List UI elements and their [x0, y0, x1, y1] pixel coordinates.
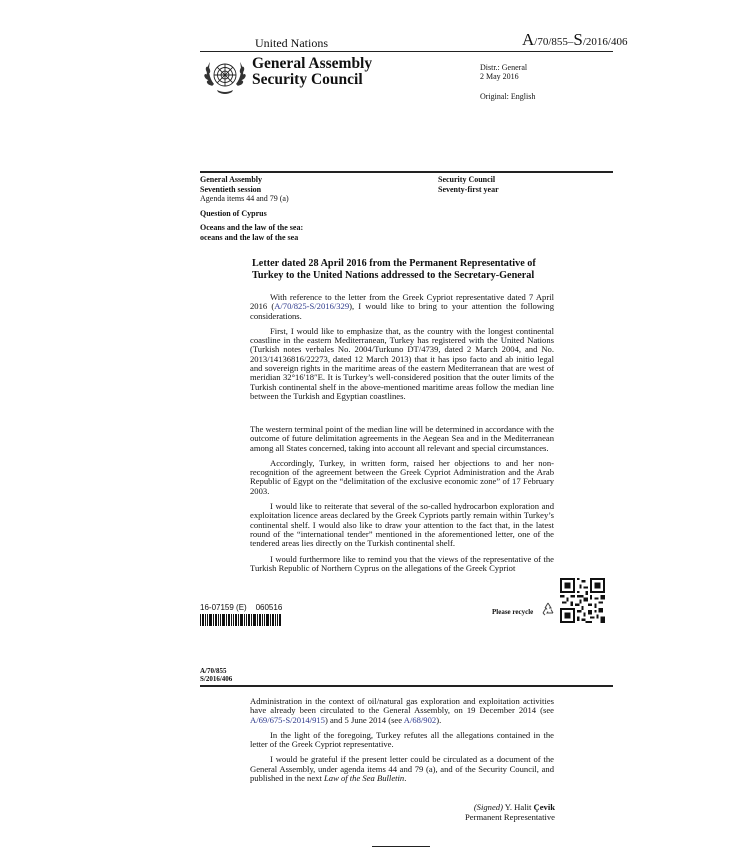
- paragraph-3: The western terminal point of the median line will be determined in accordance with the outcome of future delimitation agreements in the Aegean Sea and in the Mediterranean among all States concerned, taking into account all relevant and special circumstances.: [250, 424, 554, 453]
- meta-rule: [200, 171, 613, 173]
- letter-title: [252, 258, 592, 282]
- un-emblem-icon: [202, 56, 248, 96]
- signatory-surname: Çevik: [533, 802, 555, 812]
- page2-symbol-s: S/2016/406: [200, 675, 233, 683]
- body-page2: [250, 697, 554, 783]
- meta-year: Seventy-first year: [438, 184, 499, 194]
- letter-title-line1: Letter dated 28 April 2016 from the Permanent Representative of: [252, 258, 536, 269]
- paragraph-6: I would furthermore like to remind you that the views of the representative of the Turkish Republic of Northern Cyprus on the allegations of the Greek Cypriot: [250, 553, 554, 573]
- paragraph-5: I would like to reiterate that several of the so-called hydrocarbon exploration and exploitation licence areas declared by the Greek Cypriots partly remain within Turkey’s continental shelf. I would also like to draw your attention to the fact that, in the latest round of the “international tender” mentioned in the aforementioned letter, one of the tendered areas lies directly on the Turkish continental shelf.: [250, 501, 554, 549]
- page2-header-rule: [200, 685, 613, 687]
- paragraph-4: Accordingly, Turkey, in written form, raised her objections to and her non-recognition of the agreement between the Greek Cypriot Administration and the Arab Republic of Egypt on the “delimitation of the exclusive economic zone” of 17 February 2003.: [250, 457, 554, 496]
- body-page1-continued: [250, 425, 554, 573]
- symbol-a-suffix: /70/855–: [534, 36, 574, 48]
- signature-line: [455, 802, 555, 812]
- paragraph-1-pre: With reference to the letter from the Greek Cypriot representative dated 7 April 2016 (: [250, 292, 554, 312]
- ga-title: General Assembly: [252, 55, 373, 72]
- paragraph-1-post: ), I would like to bring to your attention the following considerations.: [250, 301, 554, 321]
- barcode: [200, 613, 282, 625]
- signature-block: [455, 802, 555, 822]
- header-rule: [200, 51, 613, 52]
- paragraph-9-pre: I would be grateful if the present letter could be circulated as a document of the General Assembly, under agenda items 44 and 79 (a), and of the Security Council, and published in the next: [250, 754, 554, 784]
- issue-date: 2 May 2016: [480, 72, 519, 81]
- meta-item-cyprus: Question of Cyprus: [200, 208, 267, 218]
- sc-title: Security Council: [252, 71, 363, 88]
- meta-agenda: Agenda items 44 and 79 (a): [200, 194, 289, 203]
- meta-ga: General Assembly: [200, 175, 262, 184]
- distribution: Distr.: General: [480, 63, 528, 72]
- original-language: Original: English: [480, 92, 536, 101]
- paragraph-7-pre: Administration in the context of oil/natural gas exploration and exploitation activities have already been circulated to the General Assembly, on 19 December 2014 (see: [250, 696, 554, 716]
- recycle-icon: [540, 601, 556, 617]
- please-recycle-label: Please recycle: [492, 608, 534, 616]
- document-link-a68-902[interactable]: A/68/902: [403, 714, 437, 725]
- body-page1: [250, 293, 554, 401]
- paragraph-8: In the light of the foregoing, Turkey refutes all the allegations contained in the letter of the Greek Cypriot representative.: [250, 729, 554, 750]
- un-label: United Nations: [255, 36, 328, 50]
- signatory-role: Permanent Representative: [465, 812, 555, 822]
- paragraph-2: First, I would like to emphasize that, as the country with the longest continental coastline in the eastern Mediterranean, Turkey has registered with the United Nations (Turkish notes verbales No. 2004/Turkuno DT/4739, dated 2 March 2004, and No. 2013/14136816/22273, dated 12 March 2013) that it has ipso facto and ab initio legal and sovereign rights in the maritime areas of the eastern Mediterranean that are west of meridian 32°16′18″E. It is Turkey’s well-considered position that the outer limits of the Turkish continental shelf in the above-mentioned maritime areas follow the median line between the Turkish and Egyptian coastlines.: [250, 325, 554, 401]
- signed-marker: (Signed): [473, 802, 503, 812]
- meta-item-oceans-1: Oceans and the law of the sea:: [200, 223, 304, 232]
- bulletin-title: Law of the Sea Bulletin: [324, 773, 405, 784]
- meta-sc: Security Council: [438, 175, 496, 184]
- qr-code: [560, 578, 605, 623]
- meta-left: [200, 175, 400, 242]
- meta-right: [438, 175, 608, 194]
- paragraph-9-post: .: [404, 773, 407, 784]
- page2-symbol: [200, 667, 232, 683]
- paragraph-9: [250, 755, 554, 783]
- symbol-s-letter: S: [573, 30, 583, 49]
- symbol-a-letter: A: [522, 30, 535, 49]
- symbol-s-suffix: /2016/406: [582, 36, 628, 48]
- paragraph-7-mid: ) and 5 June 2014 (see: [324, 714, 404, 725]
- page2-symbol-a: A/70/855: [200, 667, 227, 675]
- job-number: 16-07159 (E) 060516: [200, 603, 283, 612]
- meta-item-oceans-2: oceans and the law of the sea: [200, 232, 299, 242]
- paragraph-1: [250, 293, 554, 321]
- paragraph-7: [250, 697, 554, 725]
- document-link-a69-675[interactable]: A/69/675-S/2014/915: [250, 714, 325, 725]
- letter-title-line2: Turkey to the United Nations addressed to the Secretary-General: [252, 270, 535, 281]
- signatory-given-name: Y. Halit: [504, 802, 534, 812]
- document-symbol: [522, 30, 628, 50]
- paragraph-7-post: ).: [436, 714, 442, 725]
- meta-session: Seventieth session: [200, 184, 262, 194]
- end-rule: [372, 846, 430, 847]
- document-link-a70-825[interactable]: A/70/825-S/2016/329: [274, 301, 350, 312]
